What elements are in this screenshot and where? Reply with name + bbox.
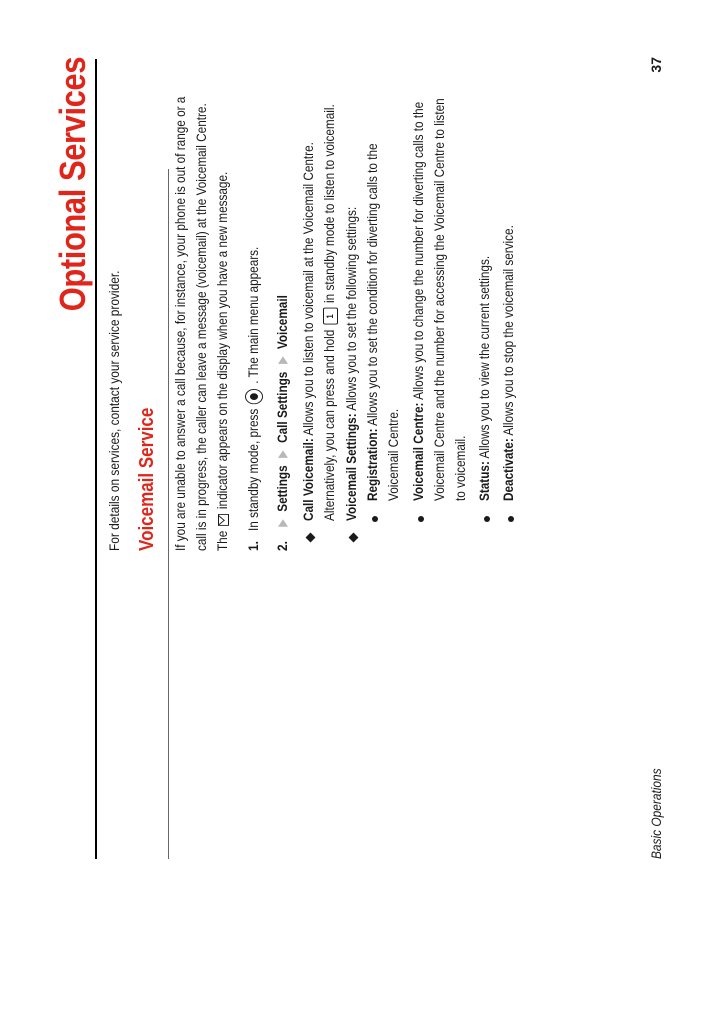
sub-option-text: Allows you to set the condition for diverting calls to the: [364, 143, 380, 426]
intro-text: For details on services, contact your service provider.: [106, 270, 122, 551]
menu-path-item: Call Settings: [274, 371, 290, 443]
body-paragraph-line: If you are unable to answer a call because, for instance, your phone is out of range or a: [172, 96, 188, 551]
arrow-icon: [278, 450, 288, 458]
bullet-dot-icon: [508, 516, 514, 522]
menu-path: [274, 295, 290, 531]
page-number: 37: [648, 57, 664, 73]
option-voicemail-settings: [343, 207, 359, 521]
option-label: Voicemail Settings:: [343, 413, 359, 521]
sub-option-text: Voicemail Centre and the number for accessing the Voicemail Centre to listen: [431, 98, 447, 501]
step-text: In standby mode, press: [245, 408, 261, 531]
arrow-icon: [278, 357, 288, 365]
step-text: . The main menu appears.: [245, 246, 261, 384]
voicemail-key-icon: 1: [323, 308, 338, 325]
sub-option-text: Allows you to change the number for diverting calls to the: [410, 101, 426, 400]
body-text: indicator appears on the display when you have a new message.: [214, 171, 230, 510]
step-1-number: 1.: [245, 541, 261, 551]
sub-option-label: Deactivate:: [500, 438, 516, 501]
sub-option-label: Status:: [476, 461, 492, 501]
bullet-dot-icon: [372, 516, 378, 522]
bullet-dot-icon: [484, 516, 490, 522]
step-2-number: 2.: [274, 541, 290, 551]
margin-rule: [168, 169, 169, 859]
menu-key-icon: [245, 389, 263, 404]
sub-option-text: to voicemail.: [452, 435, 468, 501]
sub-option-voicemail-centre: [410, 102, 426, 501]
body-paragraph-line: [214, 172, 230, 551]
option-call-voicemail: [300, 142, 316, 521]
sub-option-label: Registration:: [364, 428, 380, 501]
option-text: Alternatively, you can press and hold: [321, 329, 337, 521]
arrow-icon: [278, 519, 288, 527]
option-text: in standby mode to listen to voicemail.: [321, 104, 337, 303]
sub-option-label: Voicemail Centre:: [410, 402, 426, 501]
bullet-dot-icon: [418, 516, 424, 522]
diamond-bullet-icon: [349, 533, 359, 543]
sub-option-deactivate: [500, 225, 516, 501]
envelope-icon: [218, 514, 229, 526]
menu-path-item: Settings: [274, 465, 290, 512]
body-text: The: [214, 530, 230, 551]
sub-option-text: Voicemail Centre.: [385, 408, 401, 501]
body-paragraph-line: call is in progress, the caller can leave a message (voicemail) at the Voicemail Centre.: [193, 103, 209, 551]
step-1-text: [245, 247, 263, 531]
sub-option-registration: [364, 143, 380, 501]
option-text: Allows you to set the following settings:: [343, 206, 359, 411]
title-rule: [95, 59, 97, 859]
footer-section-name: Basic Operations: [648, 768, 664, 859]
page-title: Optional Services: [52, 57, 93, 312]
sub-option-status: [476, 256, 492, 501]
sub-option-text: Allows you to view the current settings.: [476, 255, 492, 459]
menu-path-item: Voicemail: [274, 295, 290, 350]
diamond-bullet-icon: [306, 533, 316, 543]
option-call-voicemail-line2: [321, 104, 338, 521]
option-label: Call Voicemail:: [300, 438, 316, 521]
section-heading: Voicemail Service: [136, 407, 158, 551]
sub-option-text: Allows you to stop the voicemail service.: [500, 225, 516, 436]
option-text: Allows you to listen to voicemail at the Voicemail Centre.: [300, 142, 316, 436]
